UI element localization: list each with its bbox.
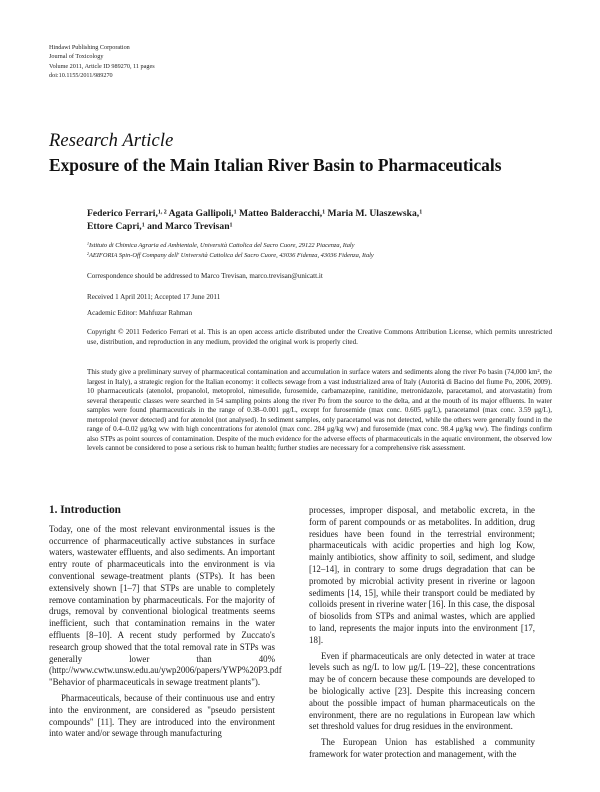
doi-line: doi:10.1155/2011/989270 [49,72,113,80]
affiliation: $^1$Istituto di Chimica Agraria ed Ambientale, Università Cattolica del Sacro Cuore, 29122 Piacenza, Italy [87,241,355,249]
journal-name: Journal of Toxicology [49,53,104,61]
paragraph: Today, one of the most relevant environmental issues is the occurrence of pharmaceutically active substances in surface waters, wastewater effluents, and also sediments. An important entry route of pharmaceuticals into the environment is via conventional sewage-treatment plants (STPs). It has been extensively shown [1–7] that STPs are unable to completely remove contamination by pharmaceuticals. For the majority of drugs, removal by conventional biological treatments seems inefficient, such that contamination remains in the water effluents [8–10]. A recent study performed by Zuccato's research group showed that the total removal rate in STPs was generally lower than 40% (http://www.cwtw.unsw.edu.au/ywp2006/papers/YWP%20P3.pdf "Behavior of pharmaceuticals in sewage treatment plants"). [49,523,282,688]
publisher-line: Hindawi Publishing Corporation [49,44,130,51]
abstract: This study give a preliminary survey of pharmaceutical contamination and accumulation in surface waters and sediments along the river Po basin (74,000 km², the largest in Italy), a strategic region for the Italian economy: it collects sewage from a vast industrialized area of Italy (Autorità di Bacino del fiume Po, 2006, 2009). 10 pharmaceuticals (atenolol, propanolol, metoprolol, nimesulide, furosemide, carbamazepine, ranitidine, metronidazole, paracetamol, and atorvastatin) from several therapeutic classes were searched in 54 sampling points along the river Po from the source to the delta, and at the mouth of its major effluents. In water samples were found pharmaceuticals in the range of 0.38–0.001 μg/L, except for furosemide (max conc. 0.605 μg/L), paracetamol (max conc. 3.59 μg/L), metoprolol (never detected) and for atenolol (not analysed). In sediment samples, only paracetamol was not detected, while the others were generally found in the range of 0.4–0.02 μg/kg ww with high concentrations for atenolol (max conc. 284 μg/kg ww) and furosemide (max conc. 98.4 μg/kg ww). The findings confirm also STPs as point sources of contamination. Despite of the much evidence for the adverse effects of pharmaceuticals in the aquatic environment, the observed low levels cannot be considered to pose a serious risk to human health; further studies are necessary for a comprehensive risk assessment. [87,368,552,453]
paragraph: processes, improper disposal, and metabolic excreta, in the form of parent compounds or as metabolites. In addition, drug residues have been found in the terrestrial environment; pharmaceuticals with acidic properties and high log Kow, mainly antibiotics, show affinity to soil, sediment, and sludge [12–14], in contrary to some drugs degradation that can be promoted by microbial activity present in riverine or lagoon sediments [14, 15], while their transport could be mediated by colloids present in riverine water [16]. In this case, the disposal of biosolids from STPs and animal wastes, which are applied to land, represents the major inputs into the environment [17, 18]. [309,505,535,645]
received-dates: Received 1 April 2011; Accepted 17 June 2011 [87,293,221,301]
author: Matteo Balderacchi,$^1$ [239,208,326,219]
paragraph: The European Union has established a community framework for water protection and management, with the [309,737,535,759]
article-title: Exposure of the Main Italian River Basin to Pharmaceuticals [49,155,502,175]
paragraph: Even if pharmaceuticals are only detected in water at trace levels such as ng/L to low μg/L [19–22], these concentrations may be of concern because these compounds are developed to be biologically active [23]. Despite this increasing concern about the possible impact of human pharmaceuticals on the environment, there are no regulations in European law which set threshold values for drug residues in the environment. [309,650,535,732]
journal-header [49,43,155,81]
right-column [309,505,535,761]
correspondence: Correspondence should be addressed to Marco Trevisan, marco.trevisan@unicatt.it [87,272,323,280]
section-heading: 1. Introduction [49,504,121,516]
author: Agata Gallipoli,$^1$ [168,208,237,219]
volume-line: Volume 2011, Article ID 989270, 11 pages [49,62,155,70]
academic-editor: Academic Editor: Mahfuzar Rahman [87,309,192,317]
article-type: Research Article [49,131,174,151]
affiliations [87,241,552,262]
author: Federico Ferrari,$^{1, 2}$ [87,208,167,219]
author: Ettore Capri,$^1$ [87,220,145,232]
copyright-notice: Copyright © 2011 Federico Ferrari et al. This is an open access article distributed under the Creative Commons Attribution License, which permits unrestricted use, distribution, and reproduction in any medium, provided the original work is properly cited. [87,328,552,346]
affiliation: $^2$AEIFORIA Spin-Off Company dell' Università Cattolica del Sacro Cuore, 43036 Fidenza, 43036 Fidenza, Italy [87,251,374,260]
paragraph: Pharmaceuticals, because of their continuous use and entry into the environment, are considered as "pseudo persistent compounds" [11]. They are introduced into the environment into water and/or sewage through manufacturing [49,692,275,739]
author: and Marco Trevisan$^1$ [147,220,233,232]
author-list [87,208,552,234]
left-column [49,504,282,740]
author: Maria M. Ulaszewska,$^1$ [327,208,423,219]
